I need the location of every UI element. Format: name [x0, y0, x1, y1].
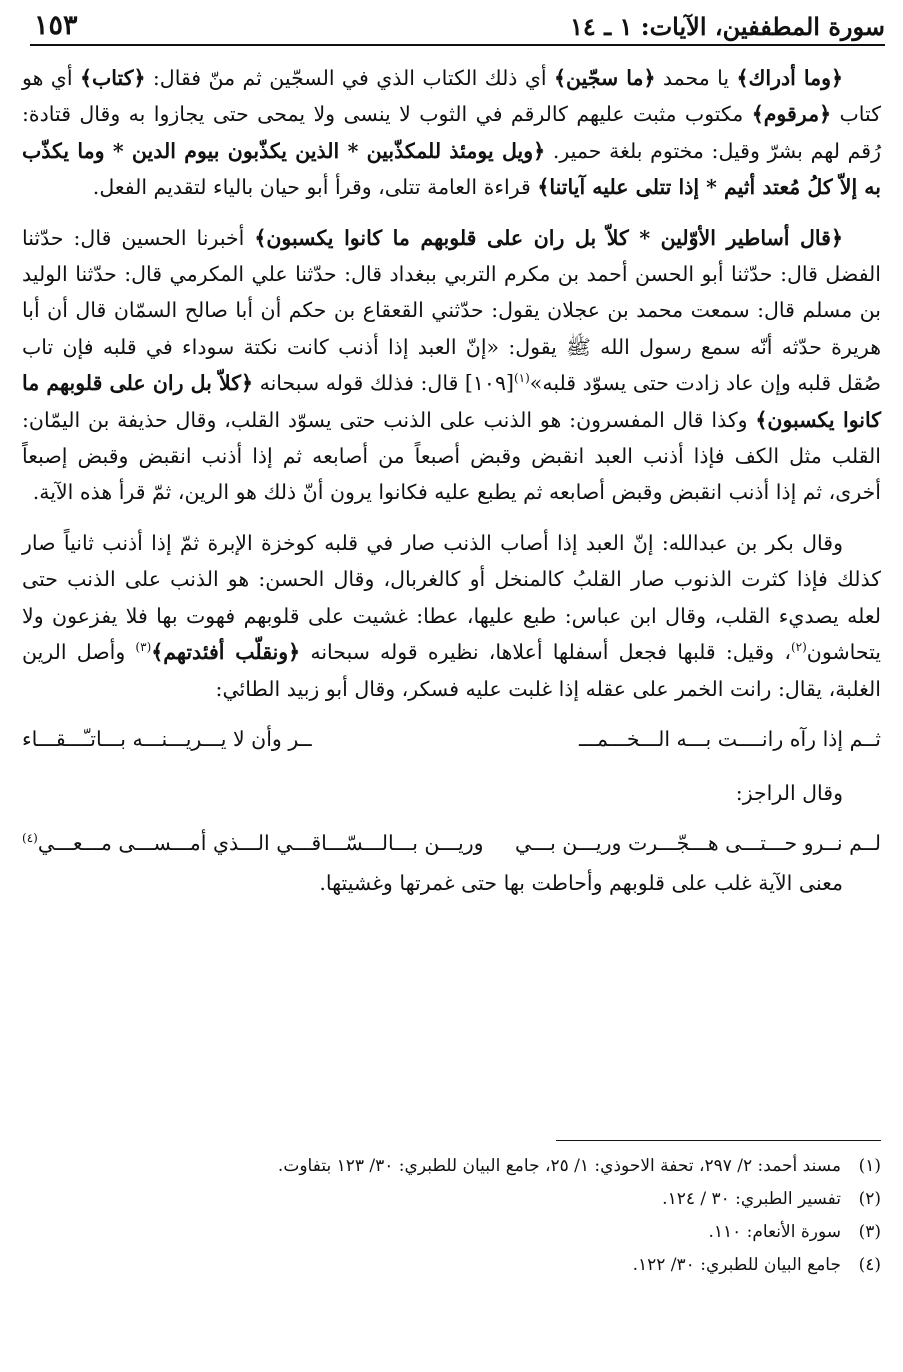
verse-line-2	[22, 825, 881, 865]
footnote-2	[22, 1183, 881, 1216]
footnote-number: (٤)	[858, 1255, 881, 1275]
text-run: ، وقيل: قلبها فجعل أسفلها أعلاها، نظيره قوله سبحانه	[300, 640, 791, 665]
paragraph-1	[22, 60, 881, 206]
text-run: [١٠٩] قال: فذلك قوله سبحانه	[253, 371, 514, 396]
paragraph-3	[22, 525, 881, 707]
footnote-text: مسند أحمد: ٢/ ٢٩٧، تحفة الاحوذي: ١/ ٢٥، جامع البيان للطبري: ٣٠/ ١٢٣ بتفاوت.	[277, 1156, 841, 1176]
verse-line-1	[22, 721, 881, 761]
text-run: وقال بكر بن عبدالله: إنّ العبد إذا أصاب الذنب صار في قلبه كوخزة الإبرة ثمّ إذا أذنب ثانياً صار كذلك فإذا كثرت الذنوب صار القلبُ كالمنخل أو كالغربال، وقال الحسن: هو الذنب على الذنب حتى لعله يصديء القلب، وقال ابن عباس: طبع عليها، عطا: غشيت على قلوبهم فهوت بها فلا يفزعون ولا يتحاشون	[22, 530, 881, 665]
text-run: قراءة العامة تتلى، وقرأ أبو حيان بالياء لتقديم الفعل.	[92, 175, 538, 200]
main-text	[22, 60, 881, 902]
footnote-ref-3[interactable]: (٣)	[135, 640, 152, 655]
text-run: وكذا قال المفسرون: هو الذنب على الذنب حتى يسوّد القلب، وقال حذيفة بن اليمّان: القلب مثل الكف فإذا أذنب العبد انقبض وقبض أصبعاً من أصابعه ثم إذا أذنب انقبض وقبض إصبعاً أخرى، ثم إذا أذنب انقبض وقبض أصابعه ثم يطبع عليه فكانوا يرون أنّ ذلك هو الرين، ثمّ قرأ هذه الآية.	[22, 407, 881, 505]
quran-quote: ﴿كلاّ بل ران على قلوبهم ما كانوا يكسبون﴾	[22, 371, 882, 432]
verse-hemistich-second: ــر وأن لا يـــريـــنـــه بـــاتـّـــقـــاء	[22, 726, 312, 751]
footnote-3	[22, 1216, 881, 1249]
verse-hemistich-first: ثــم إذا رآه رانــــت بـــه الـــخـــمـــ	[578, 726, 881, 751]
verse-hemistich-first: لــم نــرو حـــتـــى هـــجّـــرت وريـــن بـــي	[514, 831, 881, 856]
paragraph-2	[22, 220, 881, 511]
footnote-ref-2[interactable]: (٢)	[790, 640, 807, 655]
header-title: سورة المطففين، الآيات: ١ ـ ١٤	[569, 12, 885, 41]
text-run: أي ذلك الكتاب الذي في السجّين ثم منّ فقال:	[145, 66, 554, 90]
footnotes	[22, 1150, 881, 1282]
running-header	[30, 8, 885, 46]
footnote-separator	[556, 1140, 881, 1141]
rajiz-intro: وقال الراجز:	[735, 780, 843, 805]
text-run: وأصل الرين الغلبة، يقال: رانت الخمر على عقله إذا غلبت عليه فسكر، وقال أبو زبيد الطائي:	[22, 640, 881, 701]
text-run: أي هو كتاب	[22, 66, 882, 127]
footnote-text: جامع البيان للطبري: ٣٠/ ١٢٢.	[632, 1255, 841, 1275]
footnote-number: (٣)	[858, 1222, 881, 1242]
footnote-number: (١)	[858, 1156, 881, 1176]
quran-quote: ﴿قال أساطير الأوّلين * كلاّ بل ران على قلوبهم ما كانوا يكسبون﴾	[254, 225, 843, 250]
page-number: ١٥٣	[34, 10, 78, 41]
quran-quote: ﴿مرقوم﴾	[751, 102, 832, 127]
footnote-ref-4[interactable]: (٤)	[22, 831, 38, 846]
closing-sentence: معنى الآية غلب على قلوبهم وأحاطت بها حتى غمرتها وغشيتها.	[319, 871, 843, 896]
verse-text: وريـــن بـــالـــسّـــاقـــي الـــذي أمـــســـى مـــعـــي	[37, 831, 484, 856]
footnote-number: (٢)	[858, 1189, 881, 1209]
text-run: يا محمد	[655, 66, 737, 90]
quran-quote: ﴿وما أدراك﴾	[736, 66, 843, 90]
footnote-4	[22, 1249, 881, 1282]
text-run: مكتوب مثبت عليهم كالرقم في الثوب لا ينسى ولا يمحى حتى يجازوا به وقال قتادة: رُقم لهم بشرّ وقيل: مختوم بلغة حمير.	[22, 102, 881, 163]
verse-hemistich-second	[22, 825, 484, 861]
footnote-1	[22, 1150, 881, 1183]
footnote-ref-1[interactable]: (١)	[513, 371, 530, 386]
footnote-text: سورة الأنعام: ١١٠.	[708, 1222, 841, 1242]
text-run: أخبرنا الحسين قال: حدّثنا الفضل قال: حدّثنا أبو الحسن أحمد بن مكرم التربي ببغداد قال: حدّثنا علي المكرمي قال: حدّثنا الوليد بن مسلم قال: سمعت محمد بن عجلان يقول: حدّثني القعقاع بن حكم أن أبا صالح السمّان قال أن أبا هريرة حدّثه أنّه سمع رسول الله ﷺ يقول: «إنّ العبد إذا أذنب كانت نكتة سوداء في قلبه فإن تاب صُقل قلبه وإن عاد زادت حتى يسوّد قلبه»	[22, 225, 881, 396]
quran-quote: ﴿ويل يومئذ للمكذّبين * الذين يكذّبون بيوم الدين * وما يكذّب به إلاّ كلُ مُعتد أثيم * إذا تتلى عليه آياتنا﴾	[22, 138, 881, 200]
footnote-text: تفسير الطبري: ٣٠ / ١٢٤.	[662, 1189, 841, 1209]
quran-quote: ﴿ونقلّب أفئدتهم﴾	[151, 640, 301, 665]
quran-quote: ﴿كتاب﴾	[79, 66, 146, 90]
quran-quote: ﴿ما سجّين﴾	[554, 66, 656, 90]
